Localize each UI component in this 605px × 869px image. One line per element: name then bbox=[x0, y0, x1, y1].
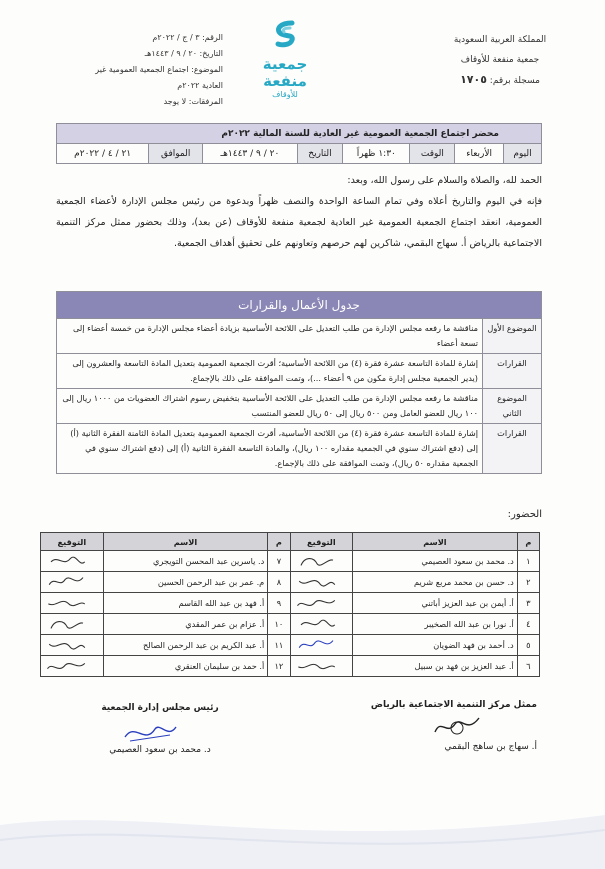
date-greg-value: ٢١ / ٤ / ٢٠٢٢م bbox=[57, 144, 149, 164]
agenda-row-label: الموضوع الثاني bbox=[483, 389, 542, 424]
registration-line bbox=[435, 70, 565, 91]
logo-sub: للأوقاف bbox=[272, 90, 298, 99]
signature-icon bbox=[45, 595, 89, 611]
attendee-signature bbox=[290, 593, 353, 614]
chairman-name: د. محمد بن سعود العصيمي bbox=[109, 745, 211, 755]
attendee-number: ٤ bbox=[517, 614, 539, 635]
signature-icon bbox=[295, 616, 339, 632]
attendee-signature bbox=[41, 551, 104, 572]
signature-icon bbox=[45, 553, 89, 569]
logo-mark-icon bbox=[270, 20, 300, 52]
attendee-name: أ. أيمن بن عبد العزيز أباتني bbox=[353, 593, 518, 614]
meeting-info-table bbox=[56, 123, 542, 164]
attendee-signature bbox=[41, 593, 104, 614]
attendee-number: ٦ bbox=[517, 656, 539, 677]
signature-icon bbox=[427, 710, 487, 740]
attendee-name: د. محمد بن سعود العصيمي bbox=[353, 551, 518, 572]
agenda-row bbox=[57, 354, 542, 389]
logo bbox=[245, 20, 325, 99]
attendee-number: ٨ bbox=[268, 572, 290, 593]
table-row bbox=[41, 593, 540, 614]
equiv-label: الموافق bbox=[149, 144, 203, 164]
date-hijri-value: ٢٠ / ٩ / ١٤٤٣هـ bbox=[203, 144, 298, 164]
signature-icon bbox=[295, 658, 339, 674]
footer-decoration bbox=[0, 795, 605, 869]
attendee-signature bbox=[290, 614, 353, 635]
attendee-signature bbox=[290, 635, 353, 656]
time-label: الوقت bbox=[410, 144, 455, 164]
attendee-name: أ. حمد بن سليمان العنقري bbox=[103, 656, 268, 677]
meta-ref: الرقم: ٣ / ج / ٢٠٢٢م bbox=[152, 33, 223, 42]
table-row bbox=[41, 656, 540, 677]
agenda-row-label: القرارات bbox=[483, 424, 542, 474]
signature-icon bbox=[295, 595, 339, 611]
agenda-row-text: مناقشة ما رفعه مجلس الإدارة من طلب التعديل على اللائحة الأساسية بتخفيض رسوم اشتراك العضويات من ١٠٠٠ ريال إلى ١٠٠ ريال للعضو العامل ومن ٥٠٠ ريال إلى ٥٠ ريال للعضو المنتسب bbox=[57, 389, 483, 424]
letter-meta bbox=[78, 30, 223, 110]
org-name-line: جمعية منفعة للأوقاف bbox=[460, 55, 540, 65]
representative-role: ممثل مركز التنمية الاجتماعية بالرياض bbox=[370, 700, 537, 710]
attendee-signature bbox=[290, 656, 353, 677]
attendee-signature bbox=[290, 551, 353, 572]
attendee-number: ٧ bbox=[268, 551, 290, 572]
col-num: م bbox=[268, 533, 290, 551]
country-line: المملكة العربية السعودية bbox=[453, 35, 547, 45]
table-row bbox=[41, 572, 540, 593]
agenda-row bbox=[57, 424, 542, 474]
intro-paragraph: فإنه في اليوم والتاريخ أعلاه وفي تمام الساعة الواحدة والنصف ظهراً وبدعوة من رئيس مجلس الإدارة لأعضاء الجمعية العمومية، انعقد اجتماع الجمعية العمومية غير العادية لجمعية منفعة للأوقاف (عن بعد)، وذلك بحضور ممثل مركز التنمية الاجتماعية بالرياض أ. سهاج البقمي، شاكرين لهم حرصهم وتعاونهم على تحقيق أهداف الجمعية. bbox=[56, 196, 542, 249]
agenda-heading: جدول الأعمال والقرارات bbox=[57, 292, 542, 319]
attendee-signature bbox=[41, 656, 104, 677]
attendee-signature bbox=[290, 572, 353, 593]
agenda-row-label: الموضوع الأول bbox=[483, 319, 542, 354]
agenda-row-text: إشارة للمادة التاسعة عشرة فقرة (٤) من اللائحة الأساسية، أقرت الجمعية العمومية بتعديل المادة الثامنة الفقرة الثانية (أ) إلى (دفع اشتراك سنوي في الجمعية مقداره ١٠٠ ريال)، والمادة التاسعة الفقرة الثانية (أ) إلى (دفع اشتراك سنوي في الجمعية مقداره ٥٠ ريال)، وتمت الموافقة على ذلك بالإجماع. bbox=[57, 424, 483, 474]
attendee-name: د. حسن بن محمد مربع شريم bbox=[353, 572, 518, 593]
attendee-name: أ. عبد العزيز بن فهد بن سبيل bbox=[353, 656, 518, 677]
logo-name-1: جمعية bbox=[262, 55, 308, 73]
table-row bbox=[41, 635, 540, 656]
signature-icon bbox=[295, 637, 339, 653]
signature-icon bbox=[45, 574, 89, 590]
attendee-number: ١٢ bbox=[268, 656, 290, 677]
registration-label: مسجلة برقم: bbox=[489, 76, 540, 86]
attendee-name: أ. عزام بن عمر المقدي bbox=[103, 614, 268, 635]
agenda-row-text: إشارة للمادة التاسعة عشرة فقرة (٤) من اللائحة الأساسية؛ أقرت الجمعية العمومية بتعديل المادة التاسعة والعشرون إلى (يدير الجمعية مجلس إدارة مكون من ٩ أعضاء ...)، وتمت الموافقة على ذلك بالإجماع. bbox=[57, 354, 483, 389]
attendee-signature bbox=[41, 635, 104, 656]
col-name: الاسم bbox=[353, 533, 518, 551]
meta-subject: الموضوع: اجتماع الجمعية العمومية غير العادية ٢٠٢٢م bbox=[95, 65, 223, 90]
table-row bbox=[41, 551, 540, 572]
col-name: الاسم bbox=[103, 533, 268, 551]
meeting-title: محضر اجتماع الجمعية العمومية غير العادية للسنة المالية ٢٠٢٢م bbox=[57, 124, 542, 144]
attendee-number: ١ bbox=[517, 551, 539, 572]
signature-icon bbox=[45, 658, 89, 674]
col-sig: التوقيع bbox=[41, 533, 104, 551]
signature-icon bbox=[295, 553, 339, 569]
representative-signature-block bbox=[367, 700, 537, 752]
table-row bbox=[41, 614, 540, 635]
signature-icon bbox=[45, 616, 89, 632]
representative-name: أ. سهاج بن ساهج البقمي bbox=[444, 742, 537, 752]
attendee-name: أ. فهد بن عبد الله القاسم bbox=[103, 593, 268, 614]
signature-icon bbox=[295, 574, 339, 590]
attendance-table bbox=[40, 532, 540, 677]
attendee-signature bbox=[41, 572, 104, 593]
attendance-label: الحضور: bbox=[507, 509, 542, 520]
attendee-name: م. عمر بن عبد الرحمن الحسين bbox=[103, 572, 268, 593]
attendee-number: ٢ bbox=[517, 572, 539, 593]
attendee-number: ٥ bbox=[517, 635, 539, 656]
attendee-number: ٩ bbox=[268, 593, 290, 614]
col-num: م bbox=[517, 533, 539, 551]
agenda-row-text: مناقشة ما رفعه مجلس الإدارة من طلب التعديل على اللائحة الأساسية بزيادة أعضاء مجلس الإدارة من خمسة أعضاء إلى تسعة أعضاء bbox=[57, 319, 483, 354]
day-value: الأربعاء bbox=[455, 144, 504, 164]
attendee-number: ١٠ bbox=[268, 614, 290, 635]
day-label: اليوم bbox=[503, 144, 541, 164]
attendee-name: د. ياسرين عبد المحسن التويجري bbox=[103, 551, 268, 572]
chairman-role: رئيس مجلس إدارة الجمعية bbox=[101, 703, 219, 713]
agenda-row bbox=[57, 389, 542, 424]
signature-icon bbox=[120, 717, 180, 747]
signature-icon bbox=[45, 637, 89, 653]
intro-text bbox=[56, 170, 542, 254]
registration-number: ١٧٠٥ bbox=[460, 73, 487, 86]
agenda-table bbox=[56, 291, 542, 474]
attendee-number: ٣ bbox=[517, 593, 539, 614]
attendee-number: ١١ bbox=[268, 635, 290, 656]
agenda-row bbox=[57, 319, 542, 354]
meta-date: التاريخ: ٢٠ / ٩ / ١٤٤٣هـ bbox=[144, 49, 223, 58]
greeting: الحمد لله، والصلاة والسلام على رسول الله، وبعد: bbox=[347, 175, 542, 186]
agenda-row-label: القرارات bbox=[483, 354, 542, 389]
meta-attachments: المرفقات: لا يوجد bbox=[163, 97, 223, 106]
chairman-signature-block bbox=[80, 703, 240, 755]
logo-name-2: منفعة bbox=[263, 72, 307, 90]
time-value: ١:٣٠ ظهراً bbox=[343, 144, 410, 164]
date-label: التاريخ bbox=[297, 144, 342, 164]
col-sig: التوقيع bbox=[290, 533, 353, 551]
attendee-signature bbox=[41, 614, 104, 635]
attendee-name: أ. عبد الكريم بن عبد الرحمن الصالح bbox=[103, 635, 268, 656]
org-header bbox=[435, 30, 565, 91]
attendee-name: د. أحمد بن فهد الضويان bbox=[353, 635, 518, 656]
attendee-name: أ. نورا بن عبد الله الصخيبر bbox=[353, 614, 518, 635]
